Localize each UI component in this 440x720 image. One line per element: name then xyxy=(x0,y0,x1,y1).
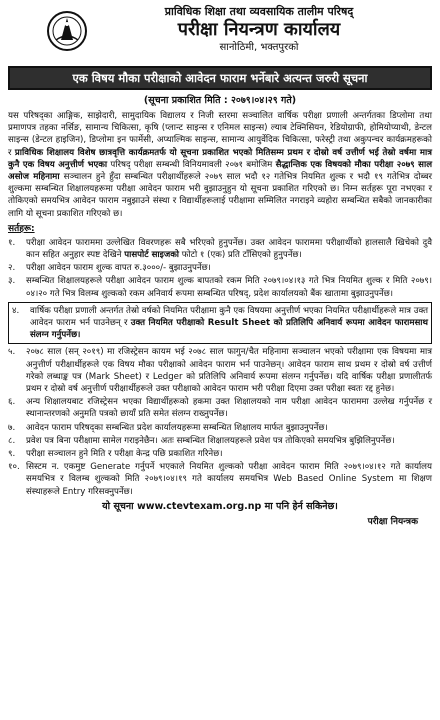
condition-item xyxy=(8,422,432,434)
condition-text xyxy=(26,435,432,447)
condition-text xyxy=(26,346,432,395)
government-emblem-icon xyxy=(46,10,88,52)
condition-text-part: २०७८ साल (सन् २०१९) मा रजिस्ट्रेसन कायम भई २०७८ साल फागुन/चैत महिनामा सञ्चालन भएको परीक्षामा एक विषयमा मात्र अनुत्तीर्ण परीक्षार्थीहरूले एक विषय मौका परीक्षाको आवेदन फाराम भर्न पाउनेछन्। आवेदन फाराम साथ प्रथम र दोस्रो वर्ष उत्तीर्ण गरेको लब्धाङ्क पत्र (Mark Sheet) र Ledger को प्रतिलिपि अनिवार्य रूपमा संलग्न गर्नुपर्नेछ। यदि वार्षिक परीक्षा प्रणालीतर्फ प्रथम र दोस्रो वर्ष अनुत्तीर्ण परीक्षार्थीहरूले उक्त परीक्षाको आवेदन फाराम भरी परीक्षा दिएमा उक्त परीक्षा स्वतः रद्द हुनेछ। xyxy=(26,347,432,395)
condition-item xyxy=(8,448,432,460)
condition-text-emphasis: पासपोर्ट साइजको xyxy=(124,250,180,261)
condition-number: १०. xyxy=(8,462,20,473)
condition-number: ७. xyxy=(8,422,16,433)
intro-paragraph xyxy=(8,110,432,220)
conditions-heading: सर्तहरू: xyxy=(8,223,35,234)
condition-number: २. xyxy=(8,263,16,274)
website-note: यो सूचना www.ctevtexam.org.np मा पनि हेर्न सकिनेछ। xyxy=(102,500,338,512)
office-name: परीक्षा नियन्त्रण कार्यालय xyxy=(177,19,341,40)
condition-text xyxy=(26,237,432,261)
condition-text xyxy=(26,422,432,434)
condition-text-part: फोटो १ (एक) प्रति टाँसिएको हुनुपर्नेछ। xyxy=(179,250,302,261)
council-name: प्राविधिक शिक्षा तथा व्यवसायिक तालीम परिषद् xyxy=(164,5,354,18)
condition-text xyxy=(30,305,428,342)
condition-text xyxy=(26,396,432,420)
intro-bold-1: प्राविधिक शिक्षालय विशेष छात्रवृत्ति कार्यक्रमतर्फ यो सूचना प्रकाशित भएको मितिसम्म प्रथम र दोस्रो वर्ष उत्तीर्ण भई तेस्रो वर्षमा मात्र कुनै एक विषय अनुत्तीर्ण भएका xyxy=(8,147,432,170)
condition-number: ३. xyxy=(8,276,16,287)
condition-text xyxy=(26,448,432,460)
condition-item xyxy=(8,262,432,274)
condition-number: ९. xyxy=(8,449,16,460)
intro-bold-2: सैद्धान्तिक एक विषयको मौका परीक्षा २०७९ साल असोज महिनामा xyxy=(8,159,433,183)
condition-text-part: सिस्टम न. एकमुष्ट Generate गर्नुपर्ने भएकाले नियमित शुल्कको परीक्षा आवेदन फाराम मिति २०७९।०४।१२ गते कार्यालय समयभित्र र विलम्ब शुल्कको मिति २०७९।०४।१९ गते कार्यालय समयभित्र Web Based Online System मा शिक्षण संस्थाहरूले Entry गरिसक्नुपर्नेछ। xyxy=(26,462,432,497)
conditions-list xyxy=(8,237,432,498)
publication-date: (सूचना प्रकाशित मिति : २०७९।०४।२९ गते) xyxy=(143,95,297,106)
notice-title-banner: एक विषय मौका परीक्षाको आवेदन फाराम भर्नेबारे अत्यन्त जरुरी सूचना xyxy=(8,66,432,90)
condition-item xyxy=(8,237,432,261)
condition-text xyxy=(26,461,432,498)
condition-number: १. xyxy=(8,237,16,248)
letterhead-text xyxy=(94,4,424,55)
condition-item xyxy=(8,396,432,420)
intro-text-3: सञ्चालन हुने हुँदा सम्बन्धित परीक्षार्थीहरूले २०७९ साल भदौ १२ गतेभित्र नियमित शुल्क र भदौ १९ गतेभित्र दोब्बर शुल्कमा सम्बन्धित शिक्षालयहरूमा परीक्षा आवेदन फाराम भरी बुझाउनुहुन यो सूचना प्रकाशित गरिएको छ। निम्न सर्तहरू पूरा नभएका र तोकिएको समयभित्र आवेदन फाराम नबुझाउने संस्था र विद्यार्थीहरूलाई परीक्षामा सम्मिलित नगराइने व्यहोरा सम्बन्धित सबैको जानकारीका लागि यो सूचना प्रकाशित गरिएको छ। xyxy=(8,172,433,219)
condition-text-part: परीक्षा आवेदन फाराममा उल्लेखित विवरणहरू सबै भरिएको हुनुपर्नेछ। उक्त आवेदन फाराममा परीक्षार्थीको हालसालै खिचेको दुवै कान सहित अनुहार स्पष्ट देखिने xyxy=(26,237,432,261)
letterhead xyxy=(8,4,432,62)
condition-text-part: परीक्षा सञ्चालन हुने मिति र परीक्षा केन्द्र पछि प्रकाशित गरिनेछ। xyxy=(26,449,223,460)
condition-item xyxy=(8,461,432,498)
condition-text xyxy=(26,275,432,299)
condition-item xyxy=(8,302,432,345)
condition-number: ८. xyxy=(8,435,16,446)
condition-text-part: आवेदन फाराम परिषद्का सम्बन्धित प्रदेश कार्यालयहरूमा सम्बन्धित शिक्षालय मार्फत बुझाउनुपर्नेछ। xyxy=(26,422,328,433)
condition-text-part: वार्षिक परीक्षा प्रणाली अन्तर्गत तेस्रो वर्षको नियमित परीक्षामा कुनै एक विषयमा अनुत्तीर्ण भएका नियमित परीक्षार्थीहरूले मात्र उक्त आवेदन फाराम भर्न पाउनेछन् र xyxy=(30,305,428,329)
intro-text-1: यस परिषद्का आङ्गिक, साझेदारी, सामुदायिक विद्यालय र निजी स्तरमा सञ्चालित वार्षिक परीक्षा प्रणाली अन्तर्गतका डिप्लोमा तथा प्रमाणपत्र तहका नर्सिङ, सामान्य चिकित्सा, कृषि (प्लान्ट साइन्स र एनिमल साइन्स) ल्याब टेक्निसियन, रेडियोग्राफी, होमियोप्याथी, डेन्टल साइन्स (डेन्टल हाइजिन), डिप्लोमा इन फार्मेसी, अप्थाल्मिक साइन्स, सामान्य आयुर्वेदिक चिकित्सा, फरेस्ट्री तथा अकुपन्चर कार्यक्रमहरूको र xyxy=(8,111,432,158)
condition-text-part: अन्य शिक्षालयबाट रजिस्ट्रेसन भएका विद्यार्थीहरूको हकमा उक्त शिक्षालयको नाम परीक्षा आवेदन फाराममा उल्लेख गर्नुपर्नेछ र स्थानान्तरणको अनुमति पत्रको छायाँ प्रति समेत संलग्न राख्नुपर्नेछ। xyxy=(26,397,432,420)
condition-number: ५. xyxy=(8,347,16,358)
condition-text-part: सम्बन्धित शिक्षालयहरूले परीक्षा आवेदन फाराम शुल्क बापतको रकम मिति २०७९।०४।१३ गते भित्र नियमित शुल्क र मिति २०७९।०४।२० गते भित्र विलम्ब शुल्कको रकम अनिवार्य रूपमा सम्बन्धित परिषद्, प्रदेश कार्यालयको बैंक खातामा बुझाउनुपर्नेछ। xyxy=(26,276,432,299)
condition-number: ४. xyxy=(12,305,20,316)
condition-number: ६. xyxy=(8,397,16,408)
condition-item xyxy=(8,435,432,447)
condition-item xyxy=(8,275,432,299)
signatory: परीक्षा नियन्त्रक xyxy=(367,516,418,527)
condition-text-part: प्रवेश पत्र बिना परीक्षामा सामेल गराइनेछैन। अतः सम्बन्धित शिक्षालयहरूले प्रवेश पत्र तोकिएको समयभित्र बुझिलिनुपर्नेछ। xyxy=(26,435,395,446)
condition-text xyxy=(26,262,432,274)
intro-text-2: परिषद्‍ परीक्षा सम्बन्धी विनियमावली २०७१ बमोजिम xyxy=(110,159,273,170)
condition-text-emphasis: उक्त नियमित परीक्षाको Result Sheet को प्रतिलिपि अनिवार्य रूपमा आवेदन फारामसाथ संलग्न गर्नुपर्नेछ। xyxy=(30,318,428,341)
condition-text-part: परीक्षा आवेदन फाराम शुल्क वापत रु.३०००/- बुझाउनुपर्नेछ। xyxy=(26,263,211,274)
office-address: सानोठिमी, भक्तपुरको xyxy=(219,42,299,53)
condition-item xyxy=(8,346,432,395)
